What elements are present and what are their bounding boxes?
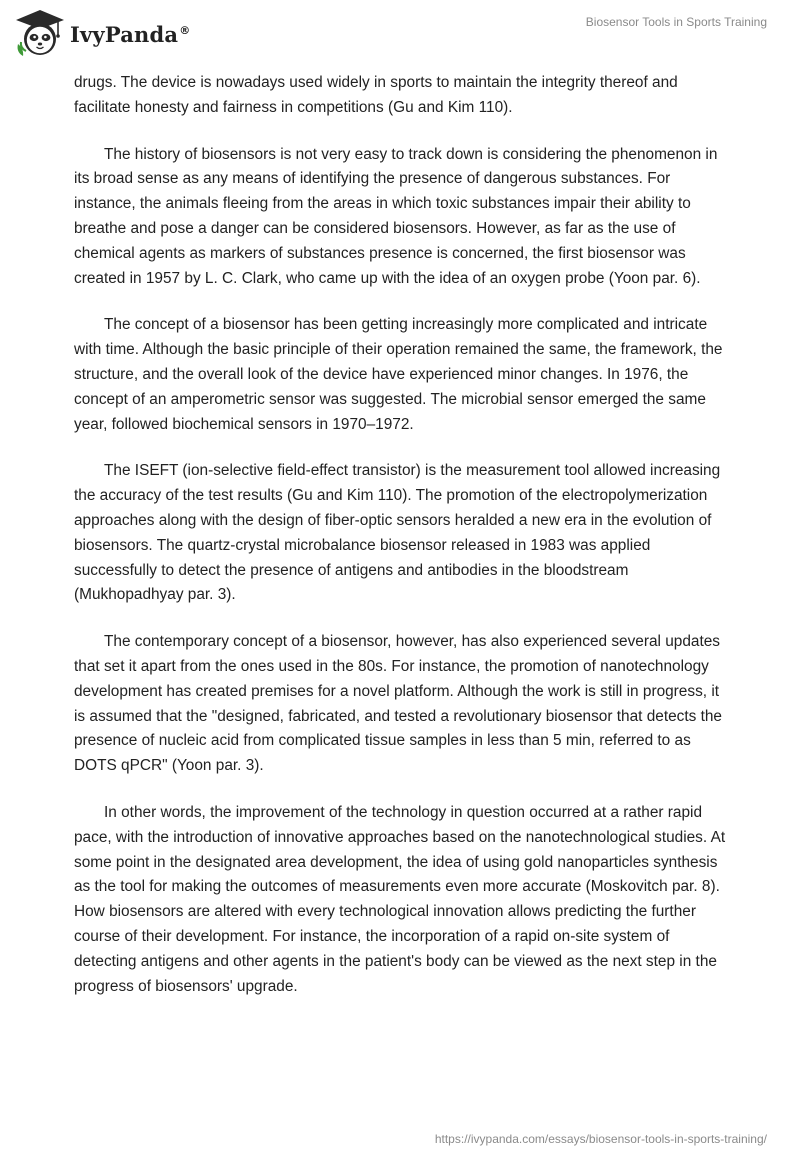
essay-body xyxy=(74,71,730,1021)
document-title: Biosensor Tools in Sports Training xyxy=(585,15,767,29)
paragraph-1: drugs. The device is nowadays used widely in sports to maintain the integrity thereof and facilitate honesty and fairness in competitions (Gu and Kim 110). xyxy=(74,74,678,116)
paragraph-5: The contemporary concept of a biosensor, however, has also experienced several updates that set it apart from the ones used in the 80s. For instance, the promotion of nanotechnology development has created premises for a novel platform. Although the work is still in progress, it is assumed that the "designed, fabricated, and tested a revolutionary biosensor that detects the presence of nucleic acid from complicated tissue samples in less than 5 min, referred to as DOTS qPCR" (Yoon par. 3). xyxy=(74,633,722,775)
brand-name: IvyPanda® xyxy=(70,21,191,47)
brand-logo[interactable] xyxy=(14,8,190,60)
source-url[interactable]: https://ivypanda.com/essays/biosensor-tools-in-sports-training/ xyxy=(434,1132,767,1146)
page-header xyxy=(0,0,800,70)
panda-graduate-icon xyxy=(14,8,66,60)
paragraph-4: The ISEFT (ion-selective field-effect transistor) is the measurement tool allowed increasing the accuracy of the test results (Gu and Kim 110). The promotion of the electropolymerization approaches along with the design of fiber-optic sensors heralded a new era in the evolution of biosensors. The quartz-crystal microbalance biosensor released in 1983 was applied successfully to detect the presence of antigens and antibodies in the bloodstream (Mukhopadhyay par. 3). xyxy=(74,462,721,604)
paragraph-3: The concept of a biosensor has been getting increasingly more complicated and intricate with time. Although the basic principle of their operation remained the same, the framework, the structure, and the overall look of the device have experienced minor changes. In 1976, the concept of an amperometric sensor was suggested. The microbial sensor emerged the same year, followed biochemical sensors in 1970–1972. xyxy=(74,316,723,433)
registered-mark: ® xyxy=(179,23,191,37)
paragraph-6: In other words, the improvement of the technology in question occurred at a rather rapid pace, with the introduction of innovative approaches based on the nanotechnological studies. At some point in the designated area development, the idea of using gold nanoparticles synthesis as the tool for making the outcomes of measurements even more accurate (Moskovitch par. 8). How biosensors are altered with every technological innovation allows predicting the further course of their development. For instance, the incorporation of a rapid on-site system of detecting antigens and other agents in the patient's body can be viewed as the next step in the progress of biosensors' upgrade. xyxy=(74,803,726,995)
paragraph-2: The history of biosensors is not very easy to track down is considering the phenomenon in its broad sense as any means of identifying the presence of dangerous substances. For instance, the animals fleeing from the areas in which toxic substances impair their ability to breathe and pose a danger can be considered biosensors. However, as far as the use of chemical agents as markers of substances presence is concerned, the first biosensor was created in 1957 by L. C. Clark, who came up with the idea of an oxygen probe (Yoon par. 6). xyxy=(74,145,718,287)
